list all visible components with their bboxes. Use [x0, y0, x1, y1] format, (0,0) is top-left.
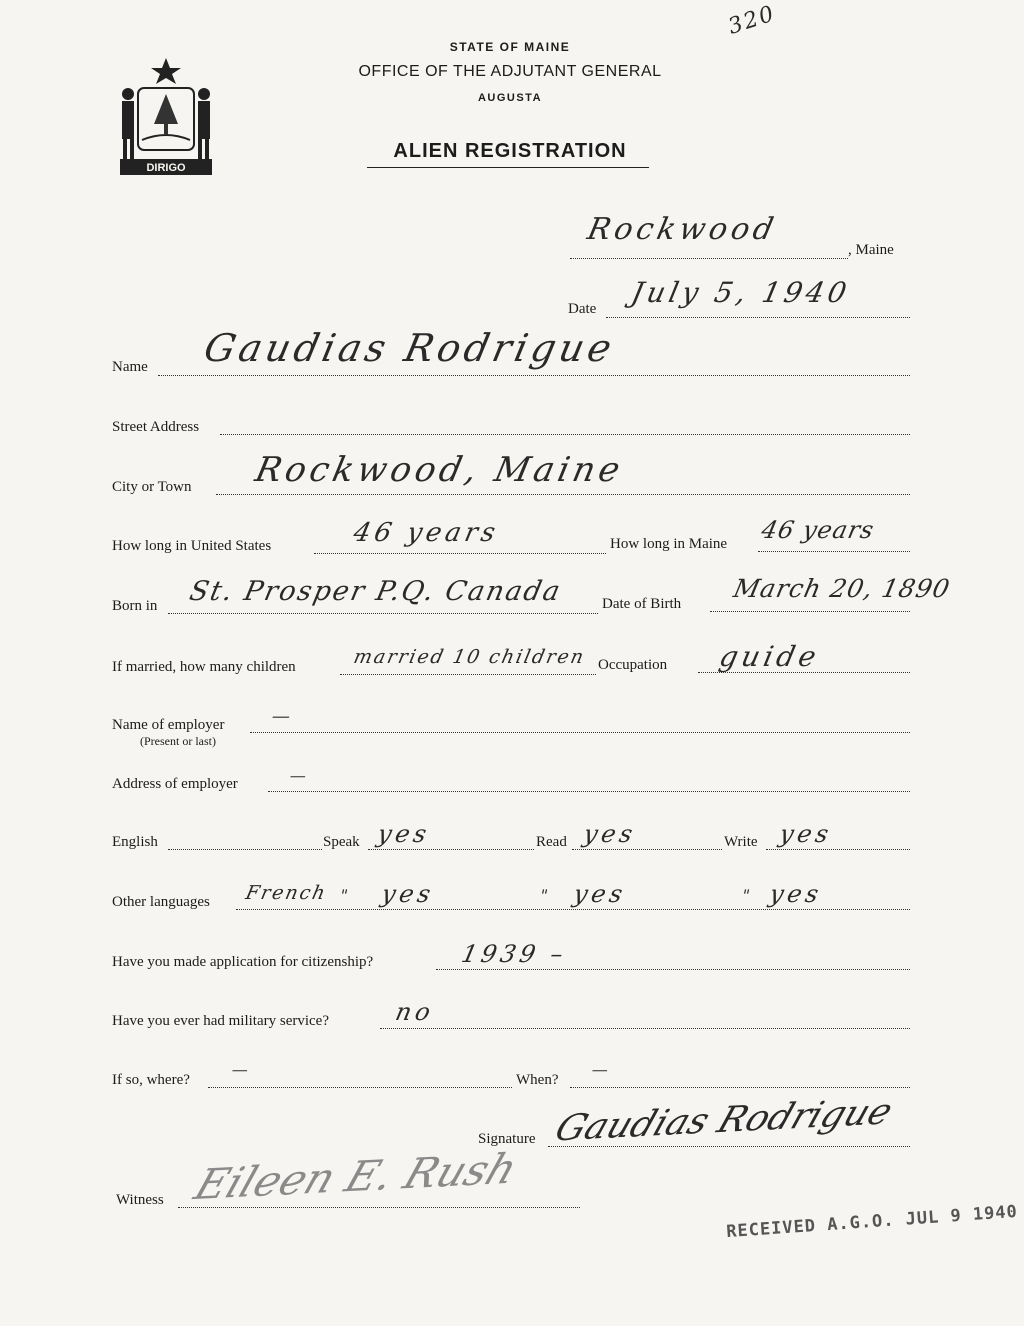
file-number: 320 [725, 1, 779, 40]
header-city: AUGUSTA [477, 92, 543, 104]
employer-name-line [250, 732, 910, 733]
witness-label: Witness [116, 1192, 164, 1208]
how-long-maine-label: How long in Maine [610, 536, 728, 552]
speak-line [368, 849, 534, 850]
signature-value: Gaudias Rodrigue [549, 1091, 898, 1150]
where-value: — [229, 1060, 255, 1079]
occupation-label: Occupation [598, 657, 668, 673]
employer-name-value: — [269, 706, 297, 727]
town-value: Rockwood [584, 212, 781, 247]
date-of-birth-line [710, 611, 910, 612]
name-label: Name [112, 359, 148, 375]
signature-label: Signature [478, 1131, 536, 1147]
employer-address-line [268, 791, 910, 792]
married-children-value: married 10 children [351, 646, 588, 668]
date-label: Date [568, 301, 597, 317]
when-line [570, 1087, 910, 1088]
married-children-line [340, 674, 596, 675]
read-line [572, 849, 722, 850]
name-value: Gaudias Rodrigue [200, 326, 620, 370]
seal-motto: DIRIGO [146, 162, 186, 174]
how-long-maine-value: 46 years [759, 516, 878, 544]
other-speak-value: yes [379, 880, 438, 908]
maine-state-seal-icon [110, 54, 222, 182]
married-children-label: If married, how many children [112, 659, 296, 675]
title-underline [367, 167, 649, 168]
how-long-us-label: How long in United States [112, 538, 272, 554]
name-line [158, 375, 910, 376]
other-write-value: yes [767, 880, 826, 908]
english-label: English [112, 834, 158, 850]
street-address-line [220, 434, 910, 435]
where-line [208, 1087, 512, 1088]
born-in-label: Born in [112, 598, 158, 614]
citizenship-label: Have you made application for citizenship? [112, 954, 374, 970]
header-office: OFFICE OF THE ADJUTANT GENERAL [358, 63, 662, 80]
english-speak-value: yes [375, 820, 434, 848]
how-long-maine-line [758, 551, 910, 552]
military-value: no [393, 998, 437, 1026]
military-line [380, 1028, 910, 1029]
employer-note: (Present or last) [140, 734, 216, 748]
other-language-value: French [243, 882, 329, 904]
born-in-line [168, 613, 598, 614]
other-languages-label: Other languages [112, 894, 210, 910]
write-line [766, 849, 910, 850]
occupation-value: guide [716, 640, 823, 673]
other-write-ditto: " [739, 886, 756, 905]
form-title: ALIEN REGISTRATION [393, 140, 627, 162]
english-line [168, 849, 322, 850]
city-value: Rockwood, Maine [251, 450, 628, 490]
military-label: Have you ever had military service? [112, 1013, 329, 1029]
how-long-us-value: 46 years [350, 518, 502, 548]
employer-address-label: Address of employer [112, 776, 238, 792]
city-line [216, 494, 910, 495]
other-read-value: yes [571, 880, 630, 908]
born-in-value: St. Prosper P.Q. Canada [186, 576, 565, 607]
header-state: STATE OF MAINE [449, 40, 571, 54]
citizenship-line [436, 969, 910, 970]
english-read-value: yes [581, 820, 640, 848]
city-label: City or Town [112, 479, 192, 495]
witness-line [178, 1207, 580, 1208]
citizenship-value: 1939 – [459, 940, 570, 968]
date-of-birth-value: March 20, 1890 [730, 574, 953, 603]
maine-suffix: , Maine [848, 242, 894, 258]
date-line [606, 317, 910, 318]
how-long-us-line [314, 553, 606, 554]
other-speak-ditto: " [337, 886, 354, 905]
witness-value: Eileen E. Rush [188, 1143, 524, 1210]
english-write-value: yes [777, 820, 836, 848]
other-read-ditto: " [537, 886, 554, 905]
town-line [570, 258, 848, 259]
employer-address-value: — [287, 766, 313, 785]
speak-label: Speak [323, 834, 360, 850]
employer-name-label: Name of employer [112, 717, 225, 733]
write-label: Write [724, 834, 758, 850]
date-value: July 5, 1940 [628, 276, 854, 309]
street-address-label: Street Address [112, 419, 200, 435]
where-label: If so, where? [112, 1072, 190, 1088]
other-languages-line [236, 909, 910, 910]
received-stamp: RECEIVED A.G.O. JUL 9 1940 [725, 1201, 1019, 1243]
when-value: — [589, 1060, 615, 1079]
date-of-birth-label: Date of Birth [602, 596, 682, 612]
when-label: When? [516, 1072, 559, 1088]
read-label: Read [536, 834, 567, 850]
